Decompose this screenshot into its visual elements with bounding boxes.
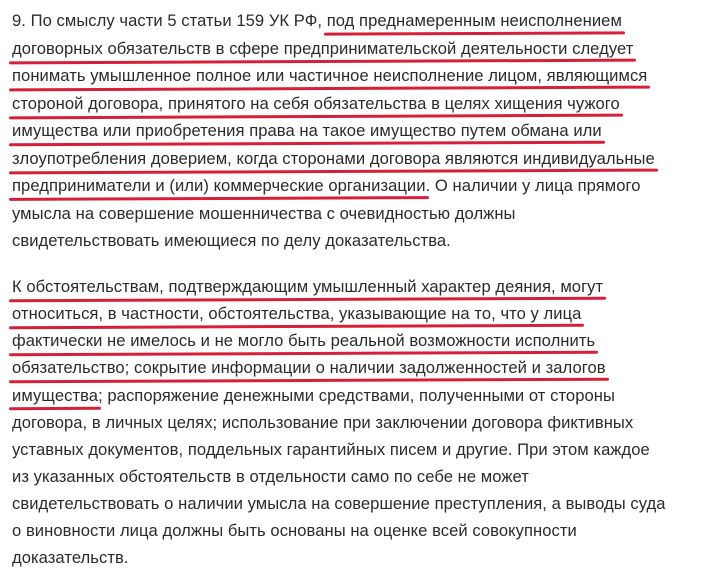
- paragraph-1-line-7: [12, 173, 641, 199]
- text-span: договора, в личных целях; использование при заключении договора фиктивных: [12, 413, 634, 432]
- paragraph-2-line-2: [12, 301, 581, 327]
- underlined-text: злоупотребления доверием, когда сторонами договора являются индивидуальные: [12, 149, 655, 168]
- underlined-text: стороной договора, принятого на себя обязательства в целях хищения чужого: [12, 94, 620, 113]
- paragraph-2-line-8: [12, 464, 529, 490]
- text-span: ; распоряжение денежными средствами, полученными от стороны: [98, 386, 615, 405]
- paragraph-2-line-11: [12, 545, 129, 571]
- underlined-text: имущества или приобретения права на такое имущество путем обмана или: [12, 121, 602, 140]
- paragraph-1-line-4: [12, 91, 620, 117]
- text-span: доказательств.: [12, 548, 129, 567]
- paragraph-1-line-6: [12, 146, 655, 172]
- paragraph-1-line-9: [12, 228, 451, 254]
- text-span: уставных документов, поддельных гарантийных писем и другие. При этом каждое: [12, 440, 650, 459]
- underlined-text: понимать умышленное полное или частичное неисполнение лицом, являющимся: [12, 66, 648, 85]
- underlined-text: предприниматели и (или) коммерческие организации: [12, 176, 426, 195]
- text-span: свидетельствовать имеющиеся по делу доказательства.: [12, 231, 451, 250]
- text-span: о виновности лица должны быть основаны на оценке всей совокупности: [12, 521, 577, 540]
- paragraph-1-line-1: [12, 8, 622, 34]
- paragraph-2-line-10: [12, 518, 577, 544]
- paragraph-2-line-1: [12, 274, 603, 300]
- paragraph-2-line-5: [12, 383, 615, 409]
- paragraph-1-line-8: [12, 201, 516, 227]
- text-span: из указанных обстоятельств в отдельности само по себе не может: [12, 467, 529, 486]
- underlined-text: фактически не имелось и не могло быть реальной возможности исполнить: [12, 331, 596, 350]
- paragraph-2-line-6: [12, 410, 633, 436]
- underlined-text: имущества: [12, 386, 99, 405]
- text-span: умысла на совершение мошенничества с очевидностью должны: [12, 204, 516, 223]
- underlined-text: договорных обязательств в сфере предпринимательской деятельности следует: [12, 39, 634, 58]
- paragraph-2-line-9: [12, 491, 666, 517]
- text-span: . О наличии у лица прямого: [425, 176, 641, 195]
- underlined-text: под преднамеренным неисполнением: [326, 11, 622, 30]
- paragraph-2-line-3: [12, 328, 595, 354]
- underlined-text: К обстоятельствам, подтверждающим умышленный характер деяния, могут: [12, 277, 604, 296]
- underlined-text: относиться, в частности, обстоятельства, указывающие на то, что у лица: [12, 304, 582, 323]
- text-span: 9. По смыслу части 5 статьи 159 УК РФ,: [12, 11, 327, 30]
- underlined-text: обязательство; сокрытие информации о наличии задолженностей и залогов: [12, 358, 606, 377]
- text-span: свидетельствовать о наличии умысла на совершение преступления, а выводы суда: [12, 494, 666, 513]
- paragraph-1-line-3: [12, 63, 647, 89]
- paragraph-1-line-2: [12, 36, 633, 62]
- paragraph-1-line-5: [12, 118, 602, 144]
- paragraph-2-line-4: [12, 355, 606, 381]
- paragraph-2-line-7: [12, 437, 650, 463]
